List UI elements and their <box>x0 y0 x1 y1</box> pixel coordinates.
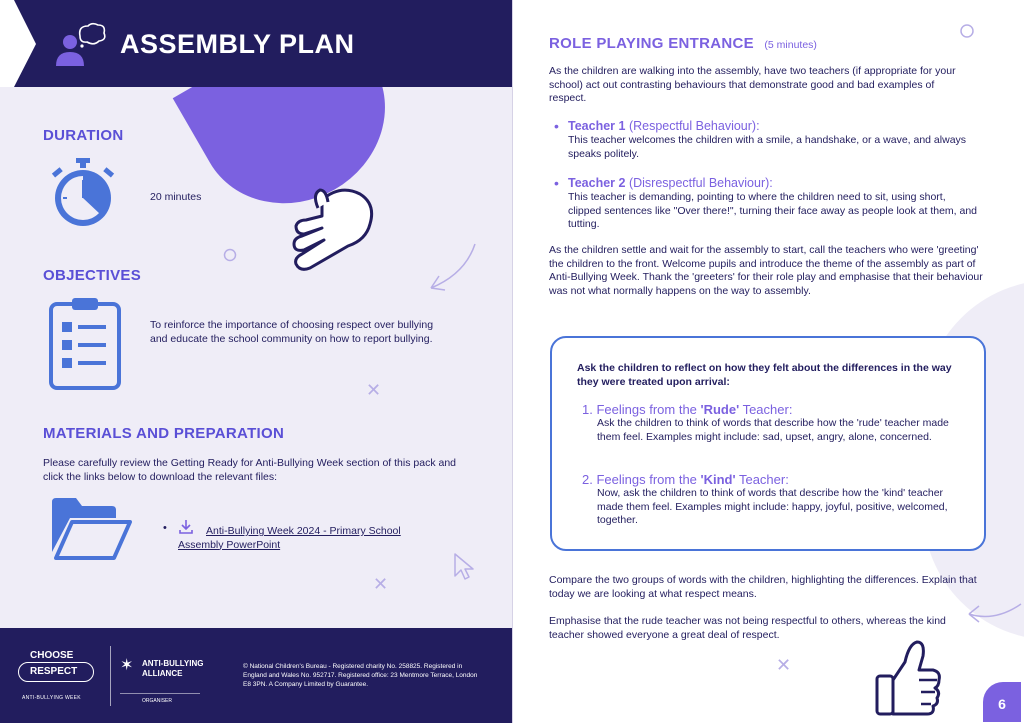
item-1-title-post: Teacher: <box>739 402 793 417</box>
emphasise-text: Emphasise that the rude teacher was not being respectful to others, whereas the kind teacher showed everyone a great deal of respect. <box>549 615 946 641</box>
logo-subtitle: ANTI-BULLYING WEEK <box>22 695 81 701</box>
decorative-arrow-icon <box>425 240 481 296</box>
stopwatch-icon <box>48 158 118 228</box>
teacher-2-text: This teacher is demanding, pointing to where the children need to sit, using short, clipped sentences like "Over there!", turning their face away as people look at them, and tutting. <box>568 191 978 230</box>
reflection-prompt: Ask the children to reflect on how they felt about the differences in the way they were treated upon arrival: <box>577 362 952 388</box>
legal-text: © National Children's Bureau - Registered charity No. 258825. Registered in England and Wales No. 952717. Registered office: 23 Mentmore Terrace, London E8 3PN. A Company Limited by Guarantee. <box>243 663 478 688</box>
teacher-2-name: Teacher 2 <box>568 176 626 190</box>
role-play-heading-row <box>549 35 817 53</box>
settle-text: As the children settle and wait for the assembly to start, call the teachers who were 'greeting' the children to the front. Welcome pupils and introduce the theme of the assembly as part of Anti-Bullying Week. Thank the 'greeters' for their role play and emphasise that their behaviour was not what normally happens on the way to assembly. <box>549 244 983 297</box>
objectives-heading: OBJECTIVES <box>43 267 142 284</box>
logo-line-1: CHOOSE <box>30 650 74 661</box>
org-subtitle: ORGANISER <box>142 698 173 704</box>
teacher-1-name: Teacher 1 <box>568 119 626 133</box>
folder-icon <box>50 496 132 562</box>
org-rule <box>120 693 200 694</box>
item-1-key: 'Rude' <box>700 402 740 417</box>
list-bullet: • <box>163 522 167 534</box>
header-corner-shape <box>0 0 40 87</box>
page-number: 6 <box>983 682 1021 722</box>
reflection-box <box>550 336 986 551</box>
anti-bullying-alliance-logo <box>120 656 220 706</box>
materials-heading: MATERIALS AND PREPARATION <box>43 425 285 442</box>
objectives-text: To reinforce the importance of choosing respect over bullying and educate the school community on how to report bullying. <box>150 319 434 345</box>
decorative-cross-icon-right: ✕ <box>776 655 792 675</box>
clipboard-checklist-icon <box>48 296 122 392</box>
role-play-intro: As the children are walking into the assembly, have two teachers (if appropriate for your school) act out contrasting behaviours that demonstrate good and bad examples of respect. <box>549 65 956 104</box>
thinking-person-icon <box>52 22 108 68</box>
org-line-2: ALLIANCE <box>142 669 183 678</box>
decorative-cross-icon: ✕ <box>366 380 382 400</box>
decorative-cursor-icon <box>452 552 476 582</box>
choose-respect-logo <box>18 648 98 704</box>
item-2-key: 'Kind' <box>700 472 736 487</box>
item-2-text: Now, ask the children to think of words that describe how the 'kind' teacher made them feel. Examples might include: happy, joyful, positive, welcomed, together. <box>597 487 948 526</box>
reflection-item-1 <box>582 402 962 444</box>
item-1-number: 1. <box>582 402 593 417</box>
powerpoint-download-link[interactable]: Anti-Bullying Week 2024 - Primary School Assembly PowerPoint <box>178 525 401 551</box>
teacher-1-item <box>554 118 978 161</box>
item-1-text: Ask the children to think of words that describe how the 'rude' teacher made them feel. Examples might include: sad, upset, angry, alone, concerned. <box>597 417 949 443</box>
materials-text: Please carefully review the Getting Ready for Anti-Bullying Week section of this pack and click the links below to download the relevant files: <box>43 457 457 483</box>
thumbs-up-icon <box>873 636 943 718</box>
teacher-1-role: (Respectful Behaviour): <box>628 119 760 133</box>
decorative-arrow-icon-right <box>965 600 1023 626</box>
right-page <box>513 0 1024 723</box>
org-line-1: ANTI-BULLYING <box>142 659 204 668</box>
decorative-cross-icon-2: ✕ <box>373 574 389 594</box>
compare-text: Compare the two groups of words with the children, highlighting the differences. Explain that today we are looking at what respect means. <box>549 574 977 600</box>
page-title: ASSEMBLY PLAN <box>120 29 355 59</box>
teacher-1-text: This teacher welcomes the children with a smile, a handshake, or a wave, and always speaks politely. <box>568 134 967 160</box>
alliance-star-icon: ✶ <box>120 657 134 674</box>
logo-line-2: RESPECT <box>30 666 78 677</box>
duration-heading: DURATION <box>43 127 124 144</box>
decorative-circle-icon-right <box>959 23 975 39</box>
teacher-2-role: (Disrespectful Behaviour): <box>628 176 773 190</box>
reflection-item-2 <box>582 472 962 528</box>
decorative-circle-icon <box>223 248 237 262</box>
pointing-hand-icon <box>282 180 378 272</box>
footer-divider <box>110 646 111 706</box>
role-play-heading: ROLE PLAYING ENTRANCE <box>549 35 754 52</box>
duration-value: 20 minutes <box>150 191 202 203</box>
bullet-dot: • <box>554 175 559 191</box>
bullet-dot: • <box>554 118 559 134</box>
item-2-title-post: Teacher: <box>735 472 789 487</box>
role-play-duration: (5 minutes) <box>764 39 817 51</box>
item-1-title-pre: Feelings from the <box>596 402 701 417</box>
item-2-number: 2. <box>582 472 593 487</box>
teacher-2-item <box>554 175 978 232</box>
item-2-title-pre: Feelings from the <box>596 472 701 487</box>
